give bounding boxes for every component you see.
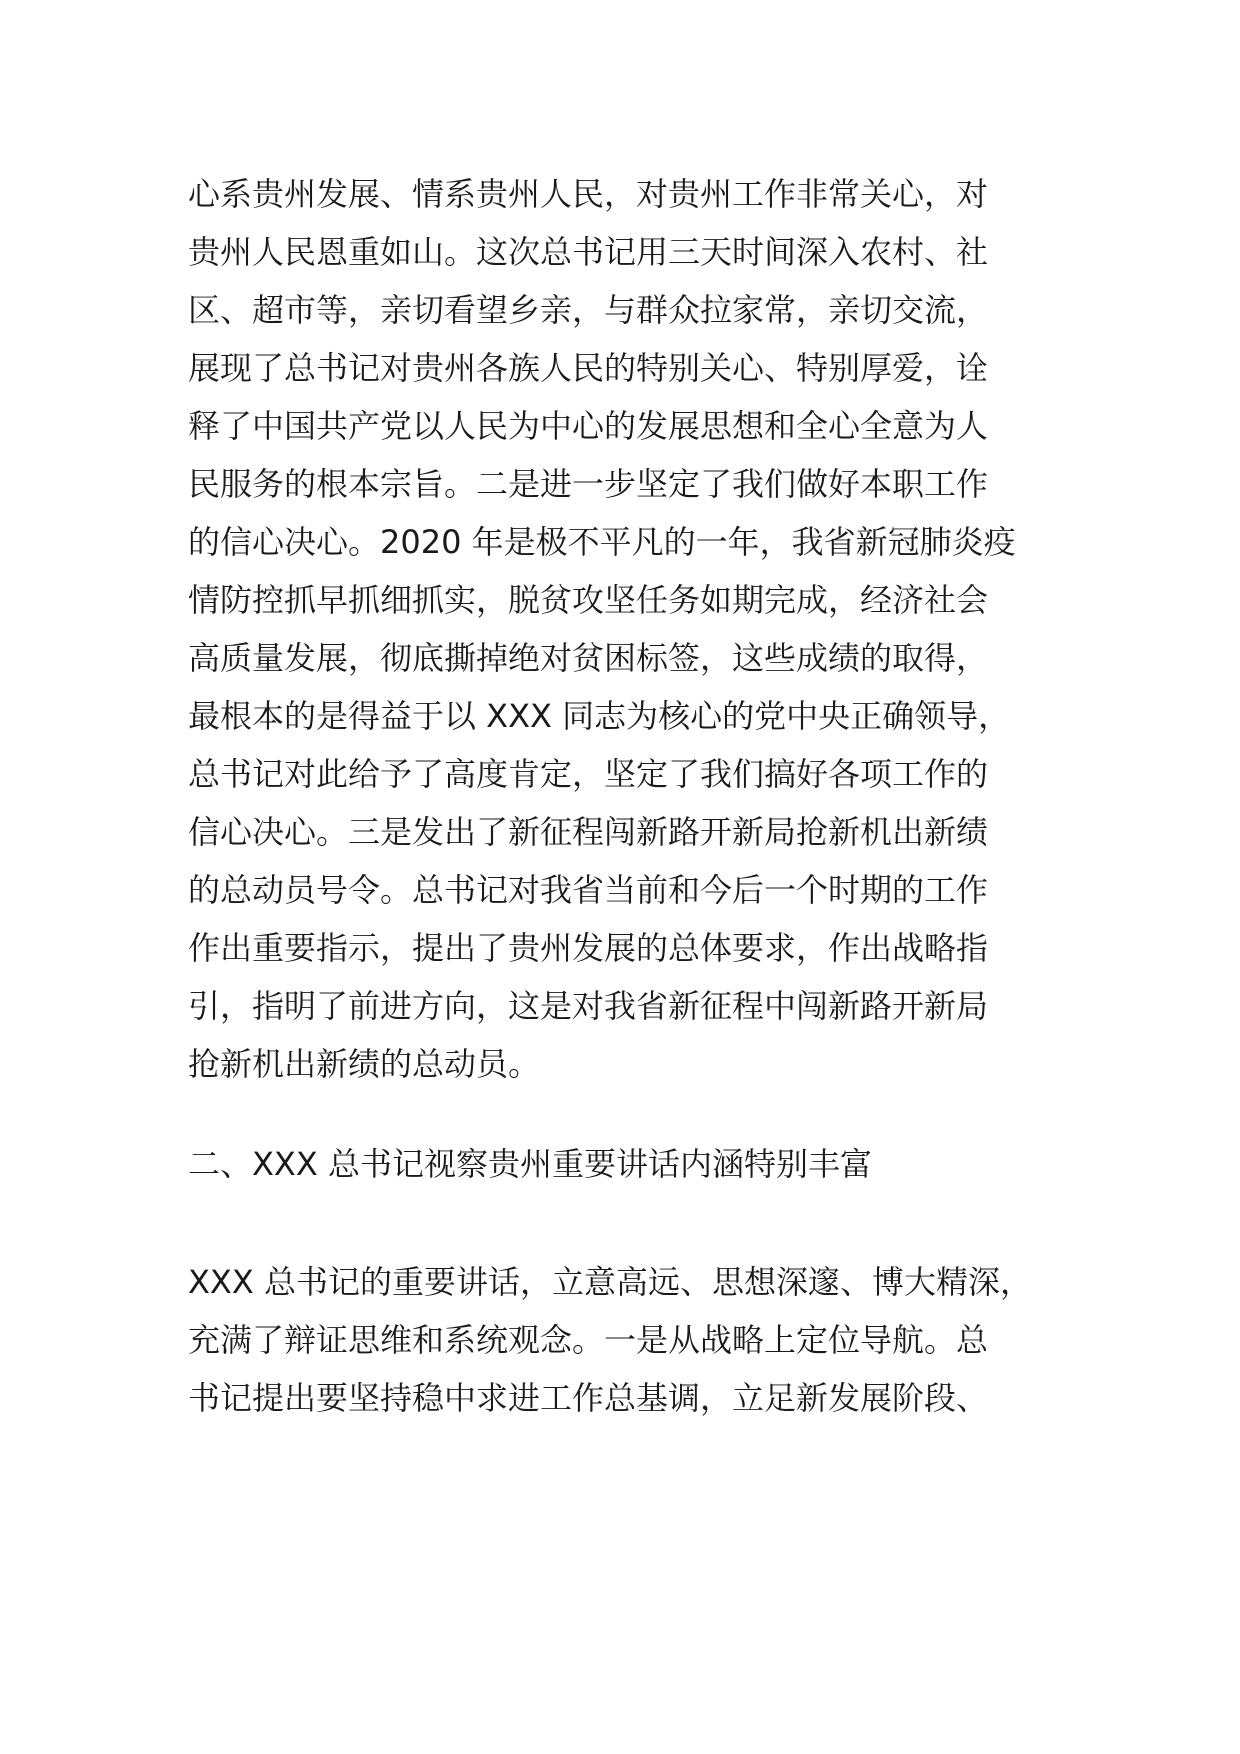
paragraph-line: 的总动员号令。总书记对我省当前和今后一个时期的工作 xyxy=(188,871,989,909)
paragraph-line: 情防控抓早抓细抓实，脱贫攻坚任务如期完成，经济社会 xyxy=(188,581,989,619)
paragraph-line: 心系贵州发展、情系贵州人民，对贵州工作非常关心，对 xyxy=(188,175,989,213)
paragraph-line: 的信心决心。2020 年是极不平凡的一年，我省新冠肺炎疫 xyxy=(188,523,1016,561)
paragraph-line: 书记提出要坚持稳中求进工作总基调，立足新发展阶段、 xyxy=(188,1379,989,1417)
paragraph-line: 民服务的根本宗旨。二是进一步坚定了我们做好本职工作 xyxy=(188,465,989,503)
paragraph-line: 引，指明了前进方向，这是对我省新征程中闯新路开新局 xyxy=(188,987,989,1025)
paragraph-line: 作出重要指示，提出了贵州发展的总体要求，作出战略指 xyxy=(188,929,989,967)
paragraph-line: 信心决心。三是发出了新征程闯新路开新局抢新机出新绩 xyxy=(188,813,989,851)
paragraph-line: 释了中国共产党以人民为中心的发展思想和全心全意为人 xyxy=(188,407,989,445)
paragraph-line: 区、超市等，亲切看望乡亲，与群众拉家常，亲切交流， xyxy=(188,291,989,329)
paragraph-line: 总书记对此给予了高度肯定，坚定了我们搞好各项工作的 xyxy=(188,755,989,793)
paragraph-line: 展现了总书记对贵州各族人民的特别关心、特别厚爱，诠 xyxy=(188,349,989,387)
section-heading: 二、XXX 总书记视察贵州重要讲话内涵特别丰富 xyxy=(188,1145,872,1183)
paragraph-line: 最根本的是得益于以 XXX 同志为核心的党中央正确领导， xyxy=(188,697,1011,735)
paragraph-line: 高质量发展，彻底撕掉绝对贫困标签，这些成绩的取得， xyxy=(188,639,989,677)
paragraph-line: 抢新机出新绩的总动员。 xyxy=(188,1045,541,1083)
paragraph-line: XXX 总书记的重要讲话，立意高远、思想深邃、博大精深， xyxy=(188,1263,1032,1301)
paragraph-line: 充满了辩证思维和系统观念。一是从战略上定位导航。总 xyxy=(188,1321,989,1359)
paragraph-line: 贵州人民恩重如山。这次总书记用三天时间深入农村、社 xyxy=(188,233,989,271)
